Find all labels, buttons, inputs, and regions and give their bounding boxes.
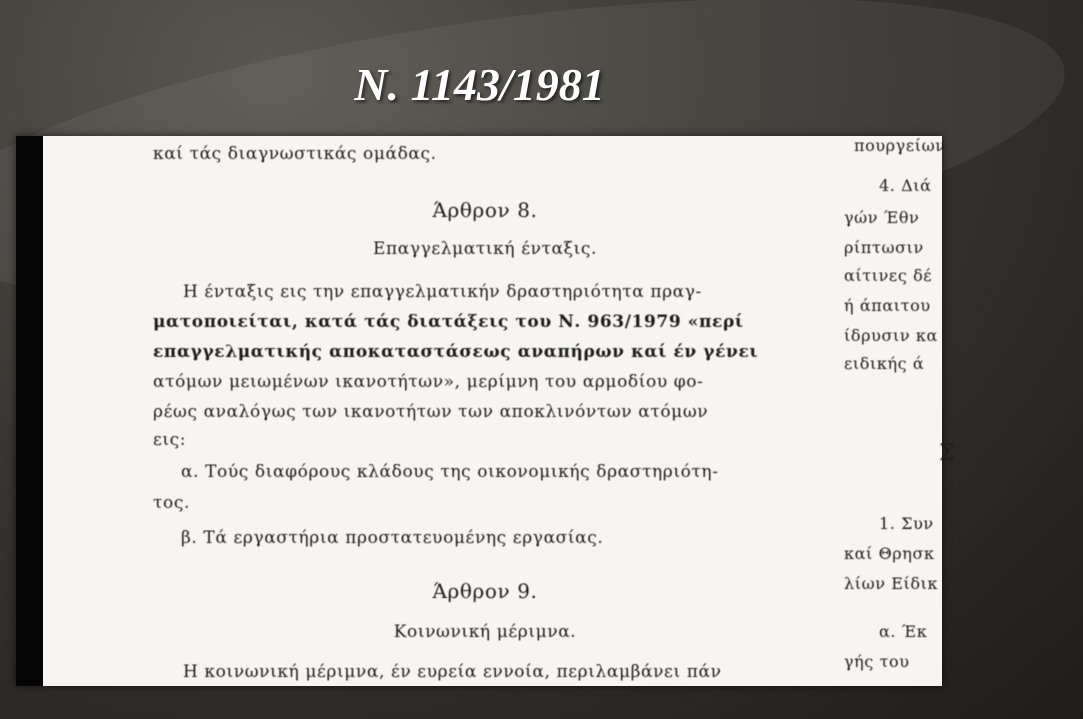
body-line: β. Τά εργαστήρια προστατευομένης εργασίας.	[181, 528, 604, 548]
body-line: επαγγελματικής αποκαταστάσεως αναπήρων καί έν γένει	[153, 342, 759, 362]
side-line: ή άπαιτου	[844, 296, 931, 315]
scanned-document	[16, 136, 956, 686]
side-line: καί Θρησκ	[844, 544, 935, 563]
text-line: καί τάς διαγνωστικάς ομάδας.	[153, 144, 437, 164]
body-line: ματοποιείται, κατά τάς διατάξεις του Ν. 963/1979 «περί	[153, 312, 744, 332]
article-9-subtitle: Κοινωνική μέριμνα.	[393, 622, 577, 642]
side-line: αίτινες δέ	[844, 266, 933, 285]
body-line: ατόμων μειωμένων ικανοτήτων», μερίμνη του αρμοδίου φο-	[153, 372, 704, 392]
body-line: εις:	[153, 430, 187, 450]
side-line: Σ	[939, 441, 956, 466]
side-line: ρίπτωσιν	[844, 238, 924, 257]
side-line: 4. Διά	[879, 176, 932, 195]
article-8-heading: Άρθρον 8.	[432, 198, 538, 222]
body-line: ρέως αναλόγως των ικανοτήτων των αποκλινόντων ατόμων	[153, 402, 709, 422]
side-line: 1. Συν	[879, 514, 934, 533]
body-line: τος.	[153, 493, 190, 513]
side-line: α. Έκ	[879, 622, 928, 641]
side-line: ίδρυσιν κα	[844, 326, 938, 345]
side-line: γών Έθν	[844, 208, 920, 227]
side-line: γής του	[844, 652, 910, 671]
body-line: Η κοινωνική μέριμνα, έν ευρεία εννοία, περιλαμβάνει πάν	[183, 662, 722, 682]
side-line: πουργείων	[854, 136, 946, 155]
body-line: α. Τούς διαφόρους κλάδους της οικονομικής δραστηριότη-	[181, 462, 719, 482]
body-line: Η ένταξις εις την επαγγελματικήν δραστηριότητα πραγ-	[183, 282, 702, 302]
article-8-subtitle: Επαγγελματική ένταξις.	[373, 239, 597, 259]
article-9-heading: Άρθρον 9.	[432, 579, 538, 603]
scan-dark-edge	[16, 136, 43, 686]
side-line: ειδικής ά	[844, 354, 925, 373]
side-line: λίων Είδικ	[844, 574, 939, 593]
slide-title: N. 1143/1981	[354, 59, 605, 110]
